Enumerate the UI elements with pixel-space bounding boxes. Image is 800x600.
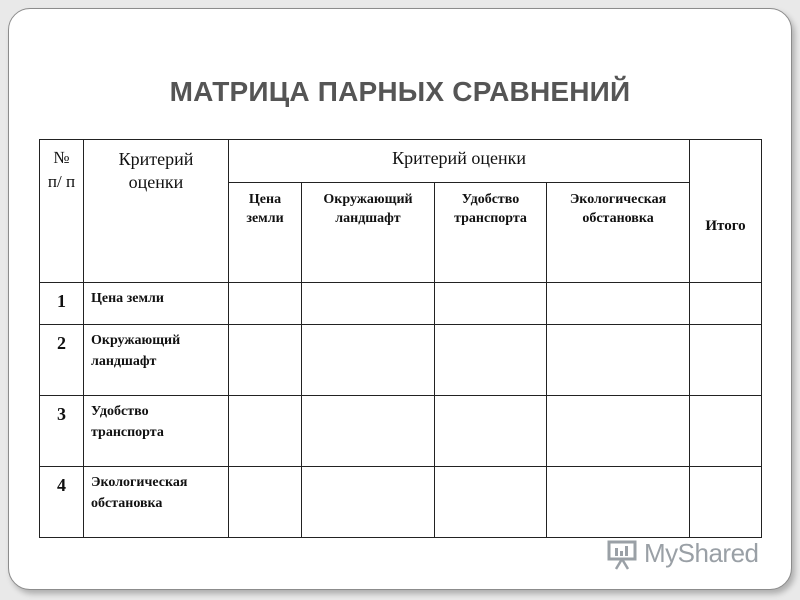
table-row (40, 325, 762, 396)
row-number: 3 (40, 396, 84, 467)
subheader-cell (302, 183, 435, 283)
table-row (40, 467, 762, 538)
subheader-label: Экологическая обстановка (569, 192, 667, 226)
page-title: МАТРИЦА ПАРНЫХ СРАВНЕНИЙ (169, 76, 631, 107)
subheader-cell (547, 183, 690, 283)
matrix-cell (547, 396, 690, 467)
row-label (84, 325, 229, 396)
subheader-cell (229, 183, 302, 283)
header-criterion (84, 140, 229, 283)
table-row (40, 283, 762, 325)
row-label: Цена земли (84, 283, 229, 325)
total-cell (690, 325, 762, 396)
subheader-label: Цена земли (246, 192, 284, 226)
matrix-cell (547, 467, 690, 538)
row-label-text: Экологическая обстановка (91, 475, 188, 511)
subheader-cell (435, 183, 547, 283)
header-criterion-group: Критерий оценки (229, 140, 690, 183)
row-number: 2 (40, 325, 84, 396)
subheader-label: Удобство транспорта (454, 192, 527, 226)
matrix-cell (302, 283, 435, 325)
header-number (40, 140, 84, 283)
matrix-cell (547, 283, 690, 325)
subheader-label: Окружающий ландшафт (323, 192, 413, 226)
total-cell (690, 467, 762, 538)
header-criterion-label: Критерий оценки (118, 149, 194, 192)
total-cell (690, 283, 762, 325)
table-row (40, 396, 762, 467)
matrix-cell (229, 467, 302, 538)
row-number: 4 (40, 467, 84, 538)
matrix-cell (302, 396, 435, 467)
matrix-cell (229, 325, 302, 396)
matrix-cell (435, 283, 547, 325)
matrix-cell (547, 325, 690, 396)
matrix-cell (302, 467, 435, 538)
presentation-board-icon (606, 538, 640, 572)
row-label-text: Окружающий ландшафт (91, 333, 181, 369)
matrix-cell (435, 467, 547, 538)
row-number: 1 (40, 283, 84, 325)
matrix-cell (229, 283, 302, 325)
matrix-cell (435, 396, 547, 467)
matrix-cell (435, 325, 547, 396)
row-label (84, 396, 229, 467)
matrix-cell (302, 325, 435, 396)
header-number-label: № п/ п (47, 148, 76, 191)
row-label-text: Удобство транспорта (91, 404, 164, 440)
row-label (84, 467, 229, 538)
watermark-brand-text: MyShared (644, 538, 759, 568)
header-total: Итого (690, 140, 762, 283)
pairwise-comparison-table (39, 139, 762, 538)
total-cell (690, 396, 762, 467)
myshared-watermark (606, 538, 766, 574)
matrix-cell (229, 396, 302, 467)
